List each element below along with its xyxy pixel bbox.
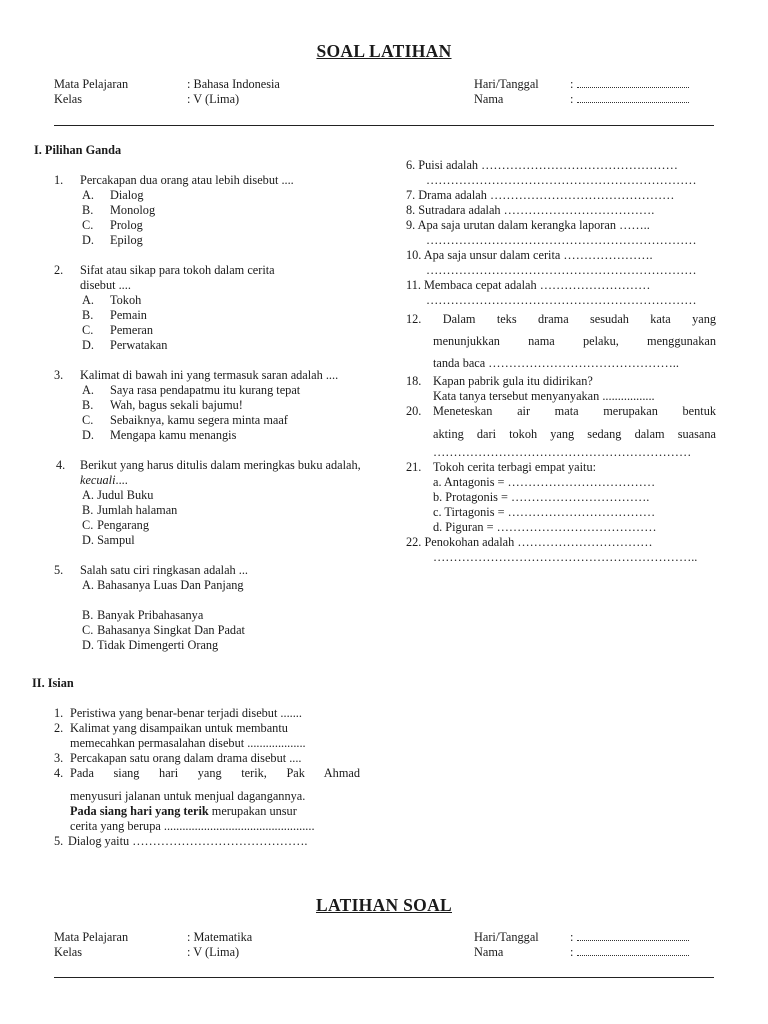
option-text: Prolog xyxy=(110,218,143,232)
answer-line: ……………………………………………………… xyxy=(433,445,692,459)
mc-question-5 xyxy=(34,563,364,653)
class-value: : V (Lima) xyxy=(187,945,240,959)
option-text: Pemeran xyxy=(110,323,154,337)
option-letter: B. xyxy=(82,608,94,622)
essay-question-21-c: c. Tirtagonis = ……………………………… xyxy=(433,505,656,519)
option-text: Sampul xyxy=(97,533,135,547)
essay-question-8: 8. Sutradara adalah ………………………………. xyxy=(406,203,655,217)
mc-question-2 xyxy=(34,263,364,353)
option-text: Mengapa kamu menangis xyxy=(110,428,237,442)
option-letter: C. xyxy=(82,623,94,637)
isian-number: 1. xyxy=(54,706,64,720)
question-text: Percakapan dua orang atau lebih disebut .... xyxy=(80,173,294,187)
essay-question-22: 22. Penokohan adalah …………………………… xyxy=(406,535,653,549)
question-number: 2. xyxy=(54,263,64,277)
question-text: Sifat atau sikap para tokoh dalam cerita disebut .... xyxy=(80,263,275,292)
question-number: 4. xyxy=(56,458,66,472)
class-label: Kelas xyxy=(54,92,82,106)
colon: : xyxy=(570,930,574,944)
question-text: Kalimat di bawah ini yang termasuk saran adalah .... xyxy=(80,368,339,382)
isian-number: 5. xyxy=(54,834,64,848)
essay-question-9: 9. Apa saja urutan dalam kerangka laporan …….. xyxy=(406,218,650,232)
option-letter: C. xyxy=(82,323,94,337)
option-text: Pengarang xyxy=(97,518,149,532)
essay-question-11: 11. Membaca cepat adalah ……………………… xyxy=(406,278,651,292)
option-letter: D. xyxy=(82,638,94,652)
essay-question-12-cont: tanda baca ……………………………………….. xyxy=(433,356,679,370)
isian-text: Kalimat yang disampaikan untuk membantu xyxy=(70,721,288,735)
right-column xyxy=(406,158,716,565)
left-column xyxy=(34,143,364,849)
isian-list xyxy=(34,706,364,849)
class-label: Kelas xyxy=(54,945,82,959)
page-title-2: LATIHAN SOAL xyxy=(315,895,452,915)
essay-question-10: 10. Apa saja unsur dalam cerita …………………. xyxy=(406,248,653,262)
isian-text-cont: menyusuri jalanan untuk menjual dagangannya. xyxy=(70,789,306,803)
subject-label: Mata Pelajaran xyxy=(54,77,129,91)
option-letter: B. xyxy=(82,308,94,322)
option-text: Jumlah halaman xyxy=(97,503,178,517)
header-divider xyxy=(54,125,714,126)
mc-question-3 xyxy=(34,368,364,443)
option-text: Sebaiknya, kamu segera minta maaf xyxy=(110,413,288,427)
option-text: Dialog xyxy=(110,188,144,202)
essay-question-18-cont: Kata tanya tersebut menyanyakan ................. xyxy=(433,389,655,403)
colon: : xyxy=(570,945,574,959)
option-text: Bahasanya Singkat Dan Padat xyxy=(97,623,245,637)
subject-label: Mata Pelajaran xyxy=(54,930,129,944)
isian-number: 4. xyxy=(54,766,64,780)
date-field[interactable] xyxy=(570,930,689,945)
date-field[interactable] xyxy=(570,77,689,92)
question-number: 1. xyxy=(54,173,64,187)
option-letter: A. xyxy=(82,293,94,307)
date-label: Hari/Tanggal xyxy=(474,77,539,91)
question-text: Berikut yang harus ditulis dalam meringkas buku adalah, kecuali.... xyxy=(80,458,361,487)
question-number: 5. xyxy=(54,563,64,577)
name-field[interactable] xyxy=(570,92,689,107)
option-text: Tidak Dimengerti Orang xyxy=(97,638,219,652)
essay-question-12: 12. Dalam teks drama sesudah kata yang xyxy=(406,312,716,326)
essay-question-21-d: d. Piguran = ………………………………… xyxy=(433,520,657,534)
essay-question-20-cont: akting dari tokoh yang sedang dalam suasana xyxy=(433,427,716,441)
colon: : xyxy=(570,77,574,91)
answer-line: ………………………………………………………… xyxy=(426,263,697,277)
isian-text: Peristiwa yang benar-benar terjadi disebut ....... xyxy=(70,706,302,720)
essay-question-20: 20. Meneteskan air mata merupakan bentuk xyxy=(406,404,716,418)
class-value: : V (Lima) xyxy=(187,92,240,106)
essay-question-6: 6. Puisi adalah ………………………………………… xyxy=(406,158,678,172)
isian-bold-phrase: Pada siang hari yang terik xyxy=(70,804,209,818)
isian-text-cont: cerita yang berupa ................................................. xyxy=(70,819,315,833)
isian-text-cont: memecahkan permasalahan disebut ................... xyxy=(70,736,306,750)
option-letter: C. xyxy=(82,518,94,532)
option-letter: D. xyxy=(82,428,94,442)
option-text: Bahasanya Luas Dan Panjang xyxy=(97,578,244,592)
name-field[interactable] xyxy=(570,945,689,960)
subject-value: : Bahasa Indonesia xyxy=(187,77,280,91)
isian-number: 2. xyxy=(54,721,64,735)
option-letter: B. xyxy=(82,503,94,517)
mc-question-1 xyxy=(34,173,364,248)
essay-question-21-b: b. Protagonis = ……………………………. xyxy=(433,490,650,504)
option-text: Tokoh xyxy=(110,293,142,307)
name-label: Nama xyxy=(474,945,504,959)
answer-line: ……………………………………………………….. xyxy=(433,550,698,564)
option-letter: C. xyxy=(82,413,94,427)
essay-question-18: 18. Kapan pabrik gula itu didirikan? xyxy=(406,374,593,388)
option-text: Perwatakan xyxy=(110,338,168,352)
essay-question-21: 21. Tokoh cerita terbagi empat yaitu: xyxy=(406,460,597,474)
option-letter: C. xyxy=(82,218,94,232)
isian-number: 3. xyxy=(54,751,64,765)
section-pilihan-ganda: I. Pilihan Ganda xyxy=(34,143,122,157)
question-number: 3. xyxy=(54,368,64,382)
option-text: Judul Buku xyxy=(97,488,154,502)
section-isian: II. Isian xyxy=(32,676,74,690)
isian-text: Dialog yaitu ……………………………………. xyxy=(68,834,308,848)
date-dots xyxy=(577,931,689,941)
option-letter: A. xyxy=(82,578,94,592)
essay-question-21-a: a. Antagonis = ……………………………… xyxy=(433,475,656,489)
subject-value: : Matematika xyxy=(187,930,253,944)
option-text: Saya rasa pendapatmu itu kurang tepat xyxy=(110,383,301,397)
date-label: Hari/Tanggal xyxy=(474,930,539,944)
isian-text: Percakapan satu orang dalam drama disebut .... xyxy=(70,751,302,765)
option-text: Pemain xyxy=(110,308,147,322)
option-letter: D. xyxy=(82,338,94,352)
question-text: Salah satu ciri ringkasan adalah ... xyxy=(80,563,249,577)
essay-question-12-cont: menunjukkan nama pelaku, menggunakan xyxy=(433,334,716,348)
essay-question-7: 7. Drama adalah ……………………………………… xyxy=(406,188,675,202)
header-divider-2 xyxy=(54,977,714,978)
option-text: Banyak Pribahasanya xyxy=(97,608,204,622)
question-emphasis: kecuali xyxy=(80,473,116,487)
isian-text: Pada siang hari yang terik, Pak Ahmad xyxy=(70,766,360,780)
date-dots xyxy=(577,78,689,88)
isian-text-cont: Pada siang hari yang terik merupakan unsur xyxy=(70,804,297,818)
answer-line: ………………………………………………………… xyxy=(426,173,697,187)
option-letter: B. xyxy=(82,203,94,217)
mc-question-4 xyxy=(34,458,364,548)
option-letter: A. xyxy=(82,488,94,502)
page-title: SOAL LATIHAN xyxy=(316,41,452,61)
name-label: Nama xyxy=(474,92,504,106)
option-text: Epilog xyxy=(110,233,143,247)
name-dots xyxy=(577,946,689,956)
option-letter: D. xyxy=(82,533,94,547)
option-letter: A. xyxy=(82,383,94,397)
option-letter: A. xyxy=(82,188,94,202)
option-letter: B. xyxy=(82,398,94,412)
answer-line: ………………………………………………………… xyxy=(426,293,697,307)
option-text: Wah, bagus sekali bajumu! xyxy=(110,398,243,412)
option-letter: D. xyxy=(82,233,94,247)
option-text: Monolog xyxy=(110,203,156,217)
answer-line: ………………………………………………………… xyxy=(426,233,697,247)
colon: : xyxy=(570,92,574,106)
name-dots xyxy=(577,93,689,103)
